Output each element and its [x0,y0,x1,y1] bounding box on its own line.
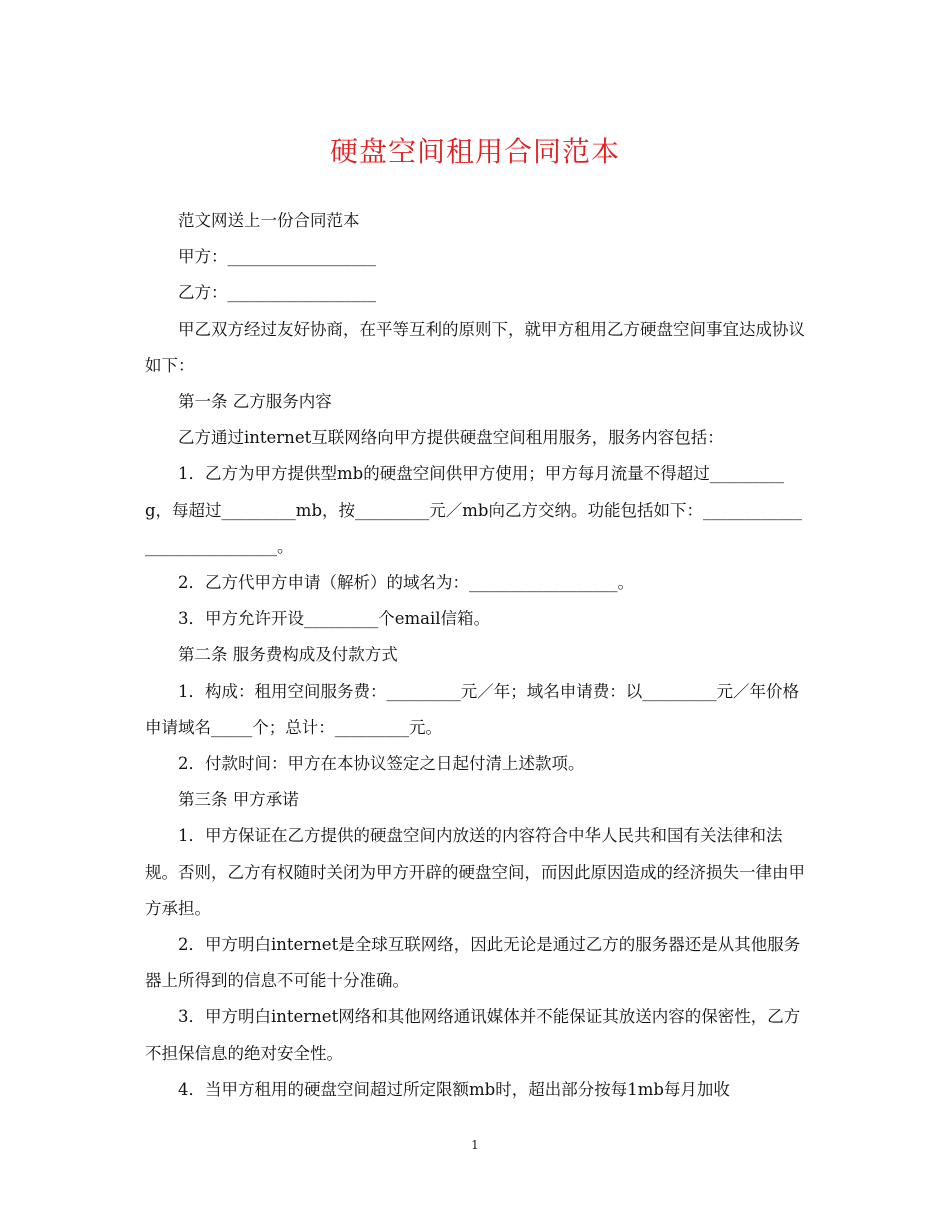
paragraph-party-b: 乙方：__________________ [178,283,376,303]
article-1-item-2: 2．乙方代甲方申请（解析）的域名为：__________________。 [178,573,634,593]
article-3-item-1: 1．甲方保证在乙方提供的硬盘空间内放送的内容符合中华人民共和国有关法律和法规。否则，乙方有权随时关闭为甲方开辟的硬盘空间，而因此原因造成的经济损失一律由甲方承担。 [145,826,805,918]
paragraph-intro: 范文网送上一份合同范本 [178,211,360,230]
article-3-item-2: 2．甲方明白internet是全球互联网络，因此无论是通过乙方的服务器还是从其他服务器上所得到的信息不可能十分准确。 [145,935,801,991]
article-1-item-3: 3．甲方允许开设_________个email信箱。 [178,609,491,629]
article-2-heading: 第二条 服务费构成及付款方式 [178,645,398,665]
article-1-heading: 第一条 乙方服务内容 [178,392,332,412]
page-number: 1 [471,1138,479,1152]
article-2-item-2: 2．付款时间：甲方在本协议签定之日起付清上述款项。 [178,754,585,774]
document-body [145,203,810,1108]
article-1-item-1: 1．乙方为甲方提供型mb的硬盘空间供甲方使用；甲方每月流量不得超过_________g，每超过_________mb，按_________元／mb向乙方交纳。功能包括如下：____________________________。 [145,464,802,556]
article-2-item-1: 1．构成：租用空间服务费：_________元／年；域名申请费：以_________元／年价格申请域名_____个；总计：_________元。 [145,681,799,737]
paragraph-preamble: 甲乙双方经过友好协商，在平等互利的原则下，就甲方租用乙方硬盘空间事宜达成协议如下： [145,319,805,375]
article-3-item-3: 3．甲方明白internet网络和其他网络通讯媒体并不能保证其放送内容的保密性，乙方不担保信息的绝对安全性。 [145,1007,801,1063]
article-3-item-4: 4．当甲方租用的硬盘空间超过所定限额mb时，超出部分按每1mb每月加收 [178,1079,730,1099]
article-3-heading: 第三条 甲方承诺 [178,790,299,810]
document-title: 硬盘空间租用合同范本 [329,135,620,168]
article-1-intro: 乙方通过internet互联网络向甲方提供硬盘空间租用服务，服务内容包括： [178,428,724,448]
paragraph-party-a: 甲方：__________________ [178,247,376,267]
